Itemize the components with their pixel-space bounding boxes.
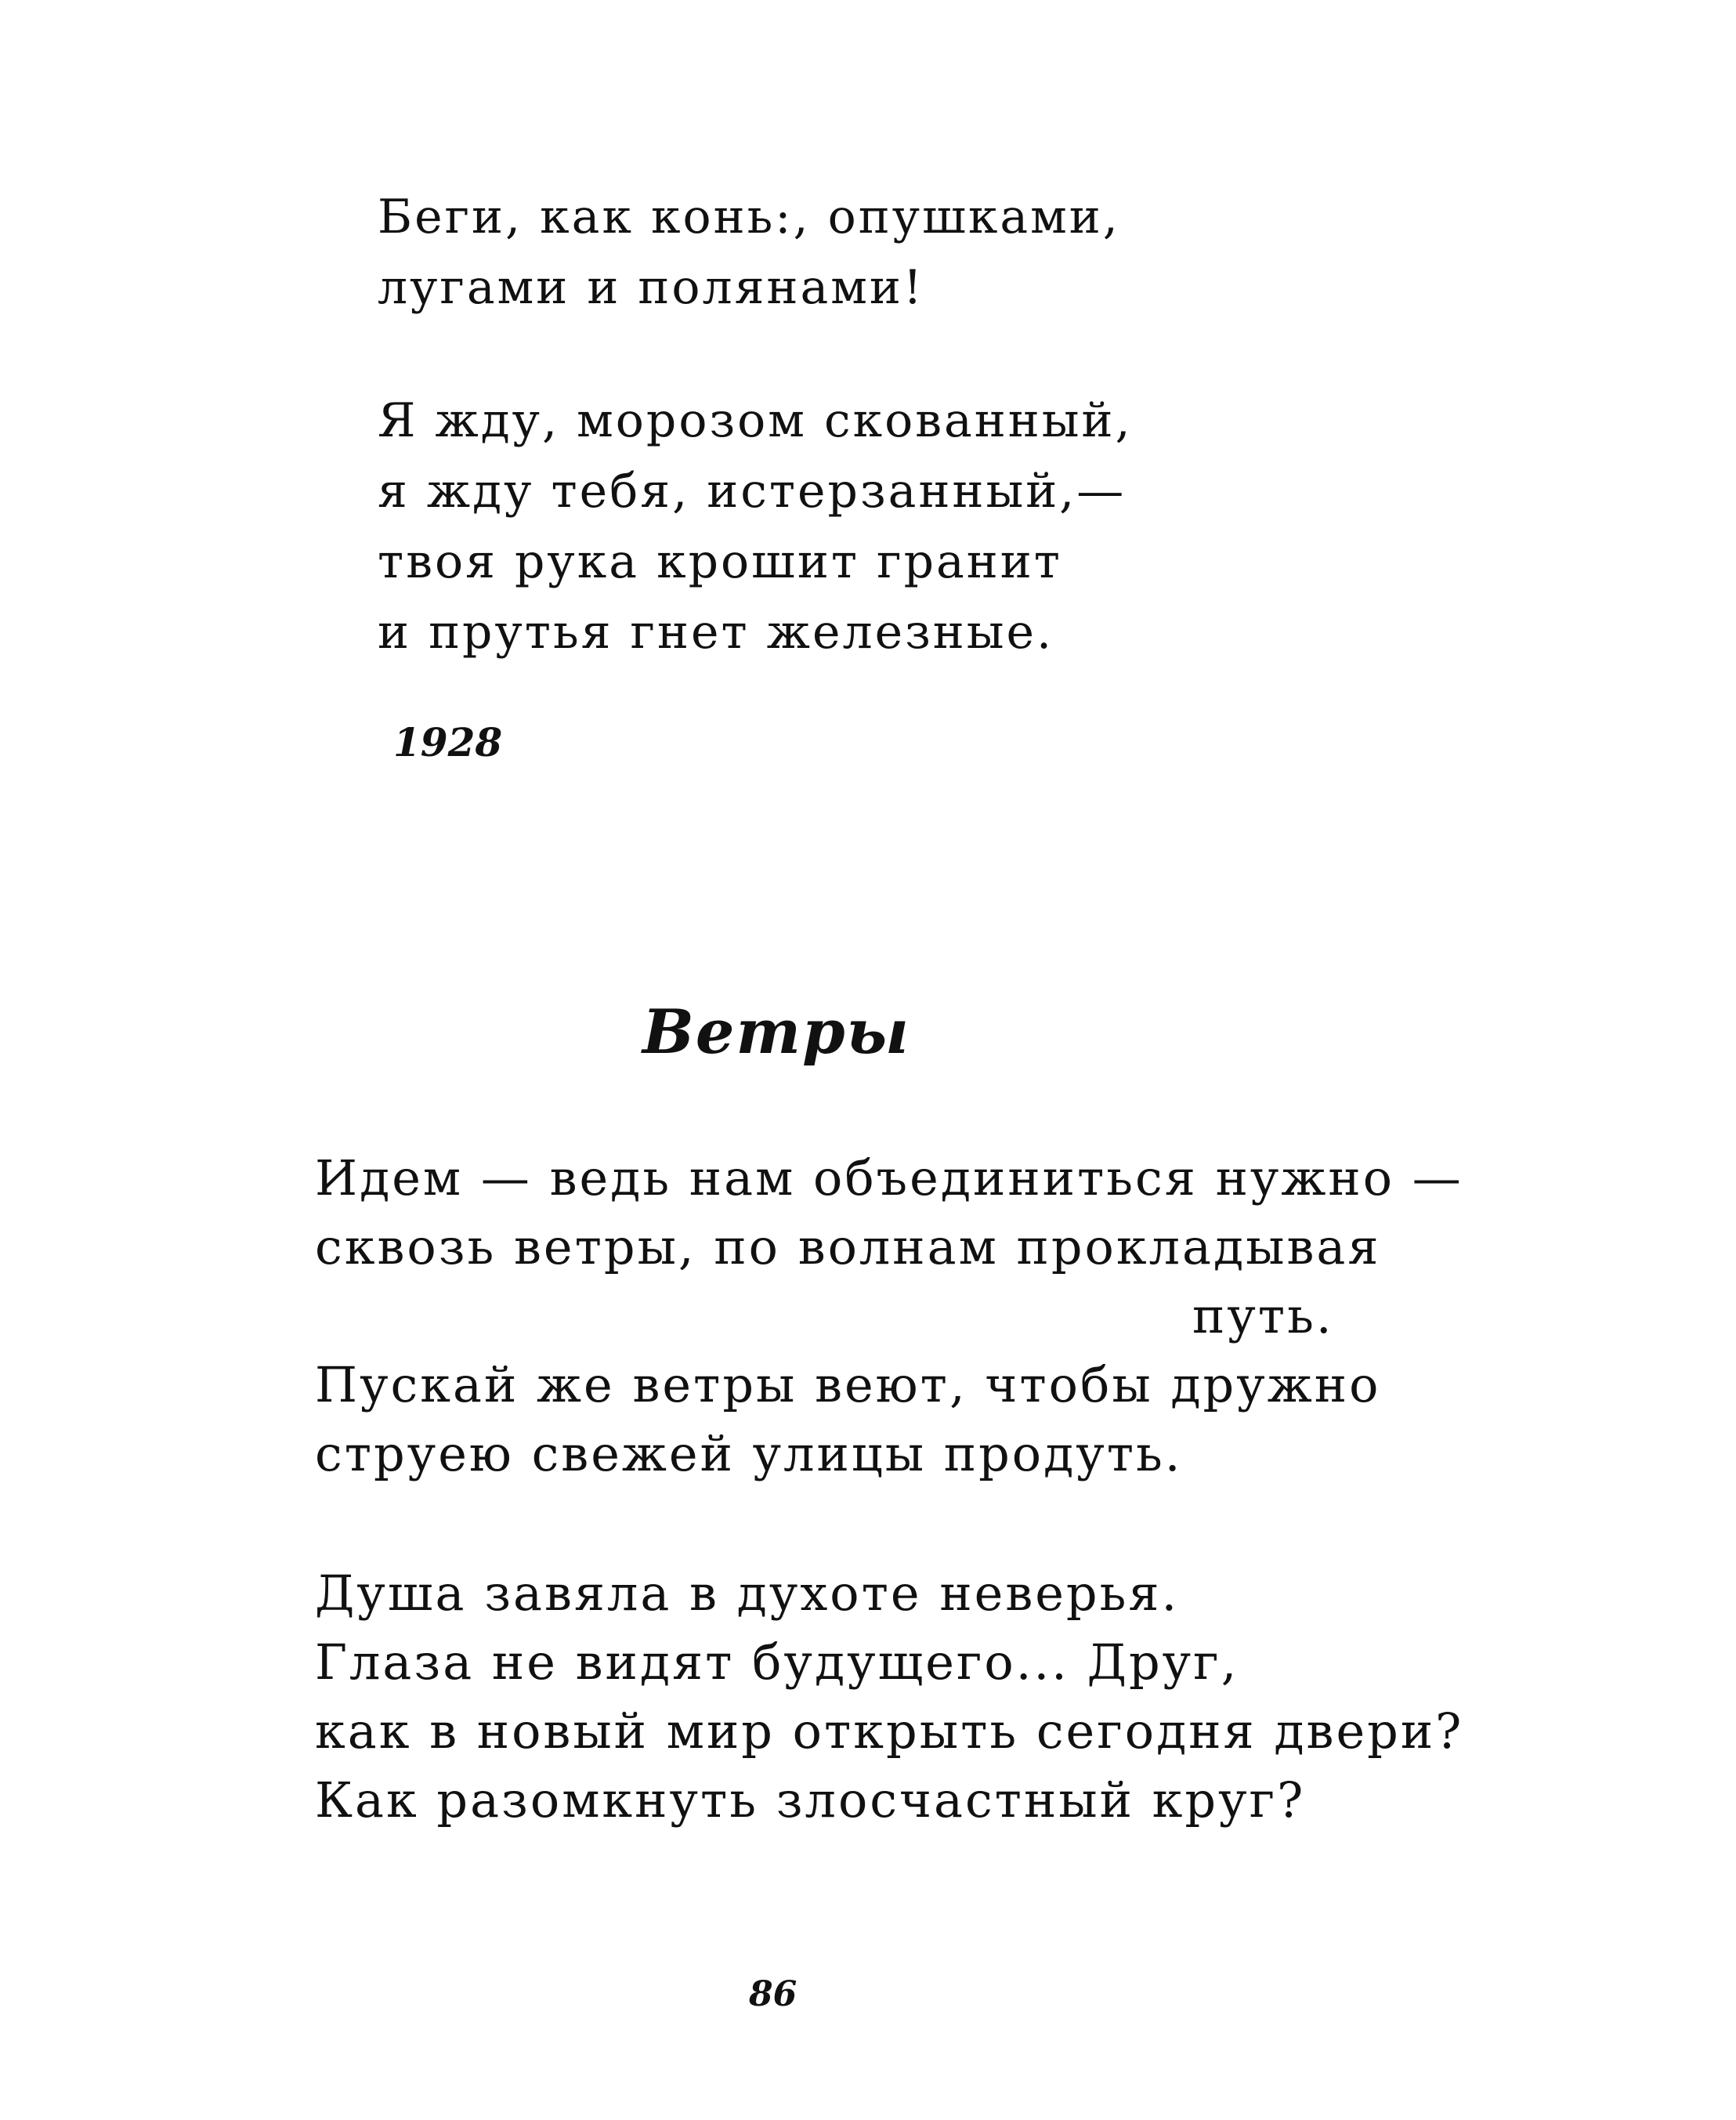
poem2-stanza-2 bbox=[315, 1559, 1463, 1835]
poem2-stanza-1 bbox=[315, 1144, 1463, 1489]
verse-line: Пускай же ветры веют, чтобы дружно bbox=[315, 1356, 1381, 1413]
page-number: 86 bbox=[749, 1974, 797, 2014]
verse-line: Беги, как конь:, опушками, bbox=[378, 190, 1120, 244]
verse-line: сквозь ветры, по волнам прокладывая bbox=[315, 1218, 1381, 1275]
verse-line: я жду тебя, истерзанный,— bbox=[378, 464, 1127, 519]
poem1-stanza-1 bbox=[378, 182, 1120, 323]
verse-line: Я жду, морозом скованный, bbox=[378, 393, 1133, 448]
verse-line-continuation: путь. bbox=[1192, 1287, 1334, 1344]
verse-line: твоя рука крошит гранит bbox=[378, 534, 1062, 589]
verse-line: Идем — ведь нам объединиться нужно — bbox=[315, 1149, 1463, 1207]
verse-line: Как разомкнуть злосчастный круг? bbox=[315, 1771, 1306, 1829]
poem1-stanza-2 bbox=[378, 385, 1133, 667]
poem1-date: 1928 bbox=[393, 719, 503, 765]
verse-line: как в новый мир открыть сегодня двери? bbox=[315, 1702, 1464, 1760]
verse-line: лугами и полянами! bbox=[378, 260, 925, 315]
verse-line: струею свежей улицы продуть. bbox=[315, 1425, 1183, 1482]
verse-line: Душа завяла в духоте неверья. bbox=[315, 1565, 1180, 1622]
verse-line: Глаза не видят будущего... Друг, bbox=[315, 1633, 1239, 1691]
verse-line: и прутья гнет железные. bbox=[378, 605, 1054, 660]
poem2-title: Ветры bbox=[642, 997, 910, 1068]
